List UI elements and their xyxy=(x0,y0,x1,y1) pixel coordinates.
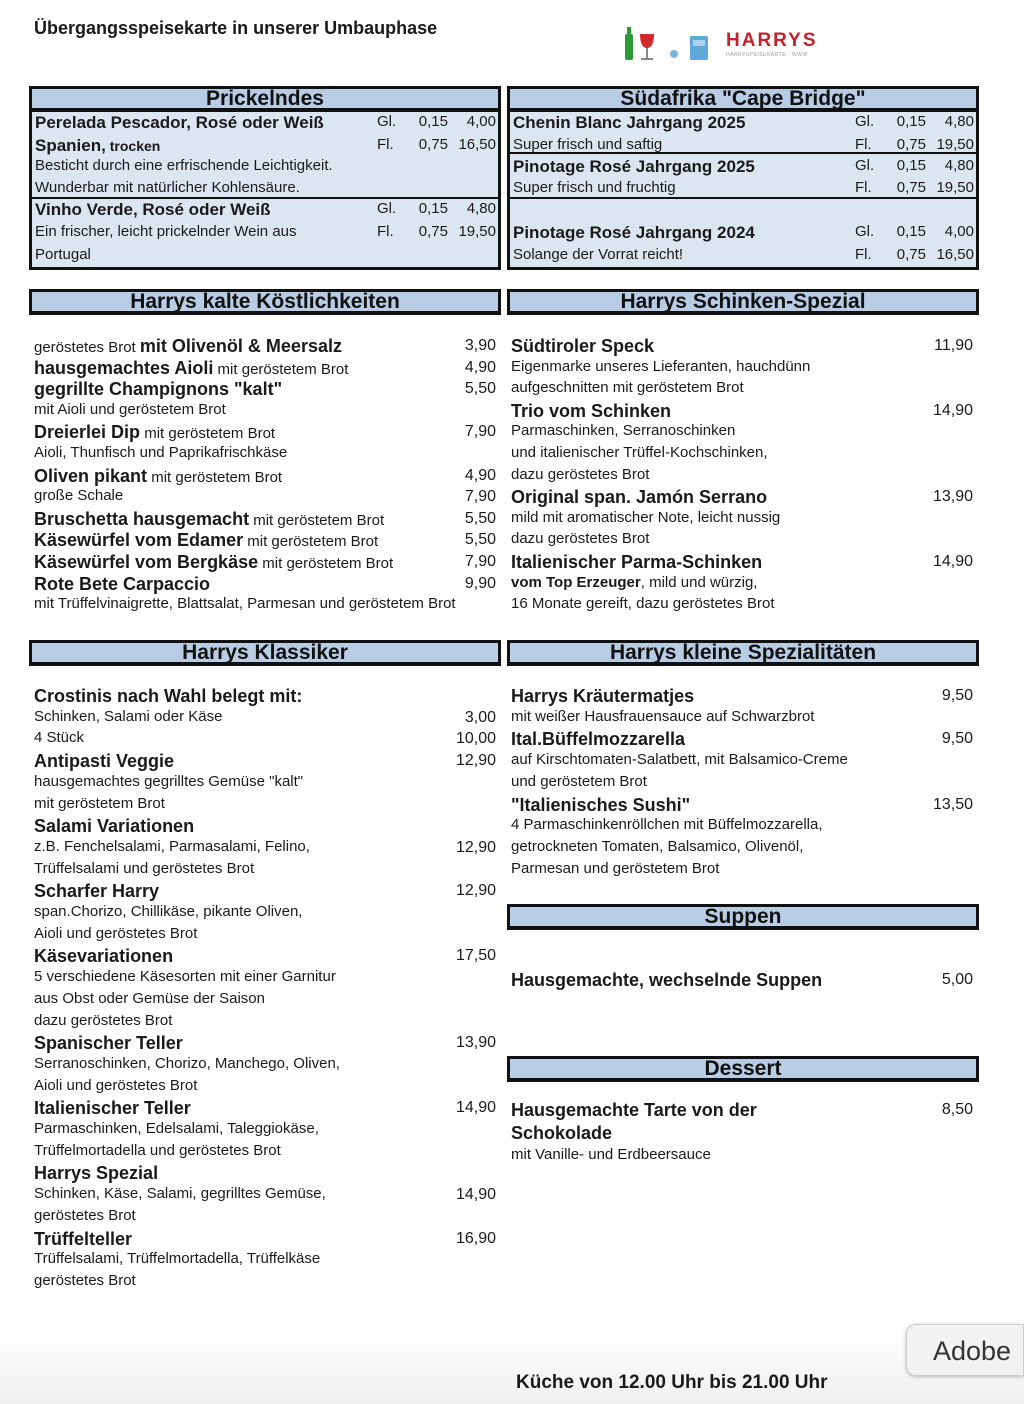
item-name: Antipasti Veggie xyxy=(34,751,175,772)
item-price: 14,90 xyxy=(455,1099,496,1117)
item-description: Serranoschinken, Chorizo, Manchego, Oliven, xyxy=(34,1054,340,1072)
menu-item xyxy=(511,708,814,726)
item-price: 7,90 xyxy=(464,423,496,441)
page-title: Übergangsspeisekarte in unserer Umbauphase xyxy=(34,18,438,38)
wine-row xyxy=(510,179,976,201)
menu-item xyxy=(34,509,384,530)
item-description: dazu geröstetes Brot xyxy=(511,530,650,548)
section-header-klassiker: Harrys Klassiker xyxy=(29,640,501,666)
menu-item xyxy=(34,401,226,419)
section-header-prickelndes: Prickelndes xyxy=(29,86,501,112)
menu-item xyxy=(34,773,303,791)
wine-row xyxy=(510,223,976,245)
item-description: geröstetes Brot xyxy=(34,1206,136,1224)
wine-size: 0,75 xyxy=(418,136,448,153)
item-price: 7,90 xyxy=(464,553,496,570)
item-name: Olivenöl & Meersalz xyxy=(171,336,342,356)
item-price: 12,90 xyxy=(455,838,496,856)
item-price: 11,90 xyxy=(934,337,973,354)
item-description: getrockneten Tomaten, Balsamico, Olivenöl, xyxy=(511,837,804,855)
item-description: 5 verschiedene Käsesorten mit einer Garnitur xyxy=(34,968,336,986)
menu-item xyxy=(34,336,342,357)
wine-text: Vinho Verde, Rosé oder Weiß xyxy=(35,200,271,219)
menu-item xyxy=(34,358,348,379)
item-price: 9,50 xyxy=(941,687,973,704)
menu-item xyxy=(34,903,302,921)
wine-text: Pinotage Rosé Jahrgang 2025 xyxy=(513,157,755,176)
menu-item xyxy=(511,1146,711,1164)
menu-item xyxy=(34,1142,281,1160)
menu-item xyxy=(511,686,694,707)
menu-item xyxy=(34,795,165,813)
wine-size: 0,15 xyxy=(896,113,926,130)
menu-item xyxy=(34,530,378,551)
menu-item xyxy=(511,552,762,573)
wine-text: Besticht durch eine erfrischende Leichtigkeit. xyxy=(35,157,333,174)
wine-unit: Gl. xyxy=(377,200,397,217)
item-description: mit geröstetem Brot xyxy=(249,511,385,529)
wine-price: 4,00 xyxy=(944,223,974,240)
wine-text: Pinotage Rosé Jahrgang 2024 xyxy=(513,223,755,242)
wine-row xyxy=(510,246,976,268)
wine-size: 0,15 xyxy=(896,223,926,240)
item-name: Italienischer Parma-Schinken xyxy=(511,552,763,572)
wine-row xyxy=(510,136,976,158)
wine-price: 16,50 xyxy=(458,136,496,153)
item-name: Spanischer Teller xyxy=(34,1033,183,1054)
menu-item xyxy=(511,1100,757,1121)
menu-item xyxy=(511,751,848,769)
menu-item xyxy=(34,1055,340,1073)
item-description: aufgeschnitten mit geröstetem Brot xyxy=(511,379,744,397)
menu-item xyxy=(34,968,336,986)
item-description: Trüffelmortadella und geröstetes Brot xyxy=(34,1141,281,1159)
item-description: mit Trüffelvinaigrette, Blattsalat, Parmesan und geröstetem Brot xyxy=(34,595,456,613)
menu-item xyxy=(511,530,649,548)
menu-item xyxy=(34,574,210,595)
wine-text: Chenin Blanc Jahrgang 2025 xyxy=(513,113,746,132)
item-name: Original span. Jamón Serrano xyxy=(511,487,768,508)
item-name: Käsewürfel vom Bergkäse xyxy=(34,552,259,572)
item-price: 3,90 xyxy=(464,337,496,354)
wine-text: Super frisch und saftig xyxy=(513,136,663,153)
menu-item xyxy=(511,336,654,357)
wine-price: 4,80 xyxy=(944,113,974,130)
menu-item xyxy=(34,816,194,837)
menu-item xyxy=(511,444,768,462)
item-description: Trüffelsalami, Trüffelmortadella, Trüffelkäse xyxy=(34,1250,321,1268)
item-description: dazu geröstetes Brot xyxy=(511,465,650,483)
item-name: Südtiroler Speck xyxy=(511,336,655,356)
menu-item xyxy=(34,552,393,573)
wine-text: Perelada Pescador, Rosé oder Weiß xyxy=(35,113,324,132)
item-description: Parmesan und geröstetem Brot xyxy=(511,859,720,877)
item-description: aus Obst oder Gemüse der Saison xyxy=(34,989,265,1007)
wine-row xyxy=(32,200,498,222)
item-description: dazu geröstetes Brot xyxy=(34,1011,173,1029)
wine-text: Ein frischer, leicht prickelnder Wein aus xyxy=(35,223,297,240)
menu-item xyxy=(34,422,275,443)
wine-unit: Gl. xyxy=(855,157,875,174)
wine-list-left xyxy=(29,112,501,270)
wine-price: 4,80 xyxy=(944,157,974,174)
item-description: Trüffelsalami und geröstetes Brot xyxy=(34,859,255,877)
section-header-suppen: Suppen xyxy=(507,904,979,930)
menu-item xyxy=(511,379,744,397)
menu-item xyxy=(511,358,810,376)
menu-item xyxy=(511,401,671,422)
item-description: mit weißer Hausfrauensauce auf Schwarzbrot xyxy=(511,707,815,725)
item-description: und geröstetem Brot xyxy=(511,772,647,790)
wine-size: 0,15 xyxy=(418,113,448,130)
wine-size: 0,75 xyxy=(896,179,926,196)
item-description: Aioli und geröstetes Brot xyxy=(34,924,198,942)
item-name: Salami Variationen xyxy=(34,816,195,837)
item-name: Hausgemachte Tarte von der xyxy=(511,1100,757,1120)
item-name: Rote Bete Carpaccio xyxy=(34,573,211,594)
item-description: auf Kirschtomaten-Salatbett, mit Balsamico-Creme xyxy=(511,751,848,769)
harrys-logo xyxy=(618,22,858,66)
menu-item xyxy=(511,487,767,508)
wine-price: 19,50 xyxy=(936,136,974,153)
wine-row xyxy=(510,113,976,135)
item-price: 16,90 xyxy=(455,1229,496,1247)
menu-item xyxy=(34,838,310,856)
menu-item xyxy=(511,1123,612,1144)
item-price: 3,00 xyxy=(464,708,496,726)
item-description: Parmaschinken, Edelsalami, Taleggiokäse, xyxy=(34,1120,319,1137)
menu-item xyxy=(34,1077,197,1095)
item-description: große Schale xyxy=(34,487,124,505)
item-name: Trüffelteller xyxy=(34,1228,133,1249)
wine-unit: Gl. xyxy=(855,113,875,130)
item-name: Schokolade xyxy=(511,1123,613,1143)
item-name: hausgemachtes Aioli xyxy=(34,357,214,378)
menu-item xyxy=(511,574,757,592)
menu-item xyxy=(34,990,265,1008)
item-price: 10,00 xyxy=(455,730,496,748)
item-name: Bruschetta hausgemacht xyxy=(34,508,250,529)
menu-item xyxy=(34,1033,183,1054)
menu-item xyxy=(34,1272,136,1290)
menu-item xyxy=(34,595,456,613)
menu-item xyxy=(34,729,84,747)
menu-item xyxy=(34,1012,172,1030)
menu-item xyxy=(34,1229,132,1250)
item-name: Harrys Kräutermatjes xyxy=(511,686,695,706)
item-price: 8,50 xyxy=(941,1101,973,1118)
item-description: geröstetes Brot xyxy=(34,1271,136,1289)
item-price: 14,90 xyxy=(455,1186,496,1204)
item-description: Aioli, Thunfisch und Paprikafrischkäse xyxy=(34,444,288,461)
item-name: Ital.Büffelmozzarella xyxy=(511,729,686,750)
item-price: 14,90 xyxy=(932,401,973,419)
section-header-kleine: Harrys kleine Spezialitäten xyxy=(507,640,979,666)
section-header-suedafrika: Südafrika "Cape Bridge" xyxy=(507,86,979,112)
wine-note: trocken xyxy=(105,138,161,154)
item-name: Käsewürfel vom Edamer xyxy=(34,530,244,551)
item-price: 9,50 xyxy=(941,730,973,748)
item-description: , mild und würzig, xyxy=(640,573,758,591)
item-description: 4 Stück xyxy=(34,729,85,747)
wine-unit: Fl. xyxy=(855,179,872,196)
wine-row xyxy=(32,179,498,201)
item-description: 16 Monate gereift, dazu geröstetes Brot xyxy=(511,595,775,613)
section-header-kalte: Harrys kalte Köstlichkeiten xyxy=(29,289,501,315)
item-description: mit Vanille- und Erdbeersauce xyxy=(511,1146,711,1163)
wine-row xyxy=(510,157,976,179)
item-description: mit geröstetem Brot xyxy=(34,794,165,812)
item-name: mit xyxy=(139,336,172,356)
kitchen-hours: Küche von 12.00 Uhr bis 21.00 Uhr xyxy=(516,1372,828,1393)
drinks-icon xyxy=(618,24,723,64)
section-header-dessert: Dessert xyxy=(507,1056,979,1082)
menu-item xyxy=(34,881,159,902)
item-name: "Italienisches Sushi" xyxy=(511,794,691,815)
item-name: gegrillte Champignons "kalt" xyxy=(34,379,283,400)
menu-item xyxy=(511,729,685,750)
wine-text: Wunderbar mit natürlicher Kohlensäure. xyxy=(35,179,300,196)
item-price: 7,90 xyxy=(464,488,496,506)
item-description: Schinken, Salami oder Käse xyxy=(34,707,223,725)
wine-size: 0,15 xyxy=(418,200,448,217)
wine-unit: Fl. xyxy=(855,246,872,263)
item-name: vom Top Erzeuger xyxy=(511,573,641,591)
adobe-button[interactable]: Adobe xyxy=(906,1324,1024,1376)
section-header-schinken: Harrys Schinken-Spezial xyxy=(507,289,979,315)
item-name: Italienischer Teller xyxy=(34,1098,191,1119)
wine-text: Solange der Vorrat reicht! xyxy=(513,246,684,263)
menu-item xyxy=(34,1120,319,1138)
item-description: Eigenmarke unseres Lieferanten, hauchdünn xyxy=(511,357,811,375)
item-price: 9,90 xyxy=(464,574,496,592)
wine-row xyxy=(32,136,498,158)
menu-item xyxy=(34,946,173,967)
wine-row xyxy=(510,200,976,222)
wine-size: 0,15 xyxy=(896,157,926,174)
item-description: Parmaschinken, Serranoschinken xyxy=(511,422,736,440)
item-description: z.B. Fenchelsalami, Parmasalami, Felino, xyxy=(34,837,310,855)
item-price: 5,50 xyxy=(464,509,496,527)
item-name: Crostinis nach Wahl belegt mit: xyxy=(34,686,303,706)
item-description: mild mit aromatischer Note, leicht nussig xyxy=(511,508,781,526)
wine-size: 0,75 xyxy=(896,136,926,153)
item-description: mit geröstetem Brot xyxy=(243,533,379,551)
menu-item xyxy=(511,795,690,816)
wine-price: 16,50 xyxy=(936,246,974,263)
wine-price: 19,50 xyxy=(458,223,496,240)
item-price: 5,50 xyxy=(464,380,496,398)
wine-unit: Gl. xyxy=(377,113,397,130)
item-price: 12,90 xyxy=(455,882,496,900)
item-price: 12,90 xyxy=(455,752,496,770)
logo-subtitle: HARRYSPEISEKARTE · WWW xyxy=(726,52,808,58)
menu-item xyxy=(511,509,780,527)
item-price: 14,90 xyxy=(932,553,973,570)
item-name: Harrys Spezial xyxy=(34,1163,159,1184)
item-name: Hausgemachte, wechselnde Suppen xyxy=(511,970,823,990)
menu-item xyxy=(511,970,822,991)
wine-size: 0,75 xyxy=(896,246,926,263)
item-price: 4,90 xyxy=(464,466,496,484)
menu-item xyxy=(511,422,735,440)
item-description: Aioli und geröstetes Brot xyxy=(34,1076,198,1094)
page-bottom-shade xyxy=(0,1330,1024,1404)
item-description: mit geröstetem Brot xyxy=(147,468,283,486)
wine-unit: Fl. xyxy=(855,136,872,153)
item-name: Käsevariationen xyxy=(34,946,174,967)
item-price: 17,50 xyxy=(455,947,496,965)
logo-brand: HARRYS xyxy=(726,30,818,51)
menu-item xyxy=(511,595,775,613)
item-description: mit geröstetem Brot xyxy=(258,555,394,572)
item-description: geröstetes Brot xyxy=(34,339,140,356)
item-description: span.Chorizo, Chillikäse, pikante Oliven, xyxy=(34,903,303,920)
wine-size: 0,75 xyxy=(418,223,448,240)
wine-list-right xyxy=(507,112,979,270)
wine-unit: Gl. xyxy=(855,223,875,240)
menu-item xyxy=(34,487,123,505)
item-description: 4 Parmaschinkenröllchen mit Büffelmozzarella, xyxy=(511,816,823,834)
menu-item xyxy=(511,773,647,791)
menu-item xyxy=(511,816,823,834)
item-price: 5,50 xyxy=(464,531,496,549)
item-price: 13,90 xyxy=(932,488,973,506)
item-description: mit geröstetem Brot xyxy=(213,360,349,378)
menu-item xyxy=(34,686,302,707)
menu-item xyxy=(34,860,254,878)
wine-price: 4,80 xyxy=(466,200,496,217)
menu-item xyxy=(34,466,282,487)
item-description: mit geröstetem Brot xyxy=(140,425,276,443)
menu-item xyxy=(34,1163,158,1184)
menu-item xyxy=(34,1185,326,1203)
wine-price: 19,50 xyxy=(936,179,974,196)
menu-item xyxy=(34,925,197,943)
item-name: Oliven pikant xyxy=(34,465,148,486)
menu-item xyxy=(34,379,282,400)
item-price: 13,50 xyxy=(932,795,973,813)
menu-item xyxy=(34,1207,136,1225)
wine-text: Spanien, trocken xyxy=(35,136,161,155)
item-name: Trio vom Schinken xyxy=(511,400,672,421)
menu-item xyxy=(511,860,719,878)
menu-item xyxy=(34,708,222,726)
menu-item xyxy=(34,1098,191,1119)
wine-unit: Fl. xyxy=(377,223,394,240)
item-description: und italienischer Trüffel-Kochschinken, xyxy=(511,444,768,461)
wine-price: 4,00 xyxy=(466,113,496,130)
menu-item xyxy=(511,466,649,484)
item-name: Dreierlei Dip xyxy=(34,422,141,443)
menu-item xyxy=(511,838,803,856)
wine-row xyxy=(32,113,498,135)
wine-text: Super frisch und fruchtig xyxy=(513,179,676,196)
wine-row xyxy=(32,246,498,268)
item-description: Schinken, Käse, Salami, gegrilltes Gemüse, xyxy=(34,1185,326,1203)
item-description: hausgemachtes gegrilltes Gemüse "kalt" xyxy=(34,772,304,790)
item-price: 4,90 xyxy=(464,358,496,376)
menu-item xyxy=(34,1250,320,1268)
wine-unit: Fl. xyxy=(377,136,394,153)
wine-text: Portugal xyxy=(35,246,91,263)
wine-row xyxy=(32,223,498,245)
item-price: 13,90 xyxy=(455,1034,496,1052)
item-price: 5,00 xyxy=(941,971,973,988)
item-description: mit Aioli und geröstetem Brot xyxy=(34,400,226,418)
wine-row xyxy=(32,157,498,179)
menu-item xyxy=(34,751,174,772)
item-name: Scharfer Harry xyxy=(34,881,160,902)
menu-item xyxy=(34,444,287,462)
